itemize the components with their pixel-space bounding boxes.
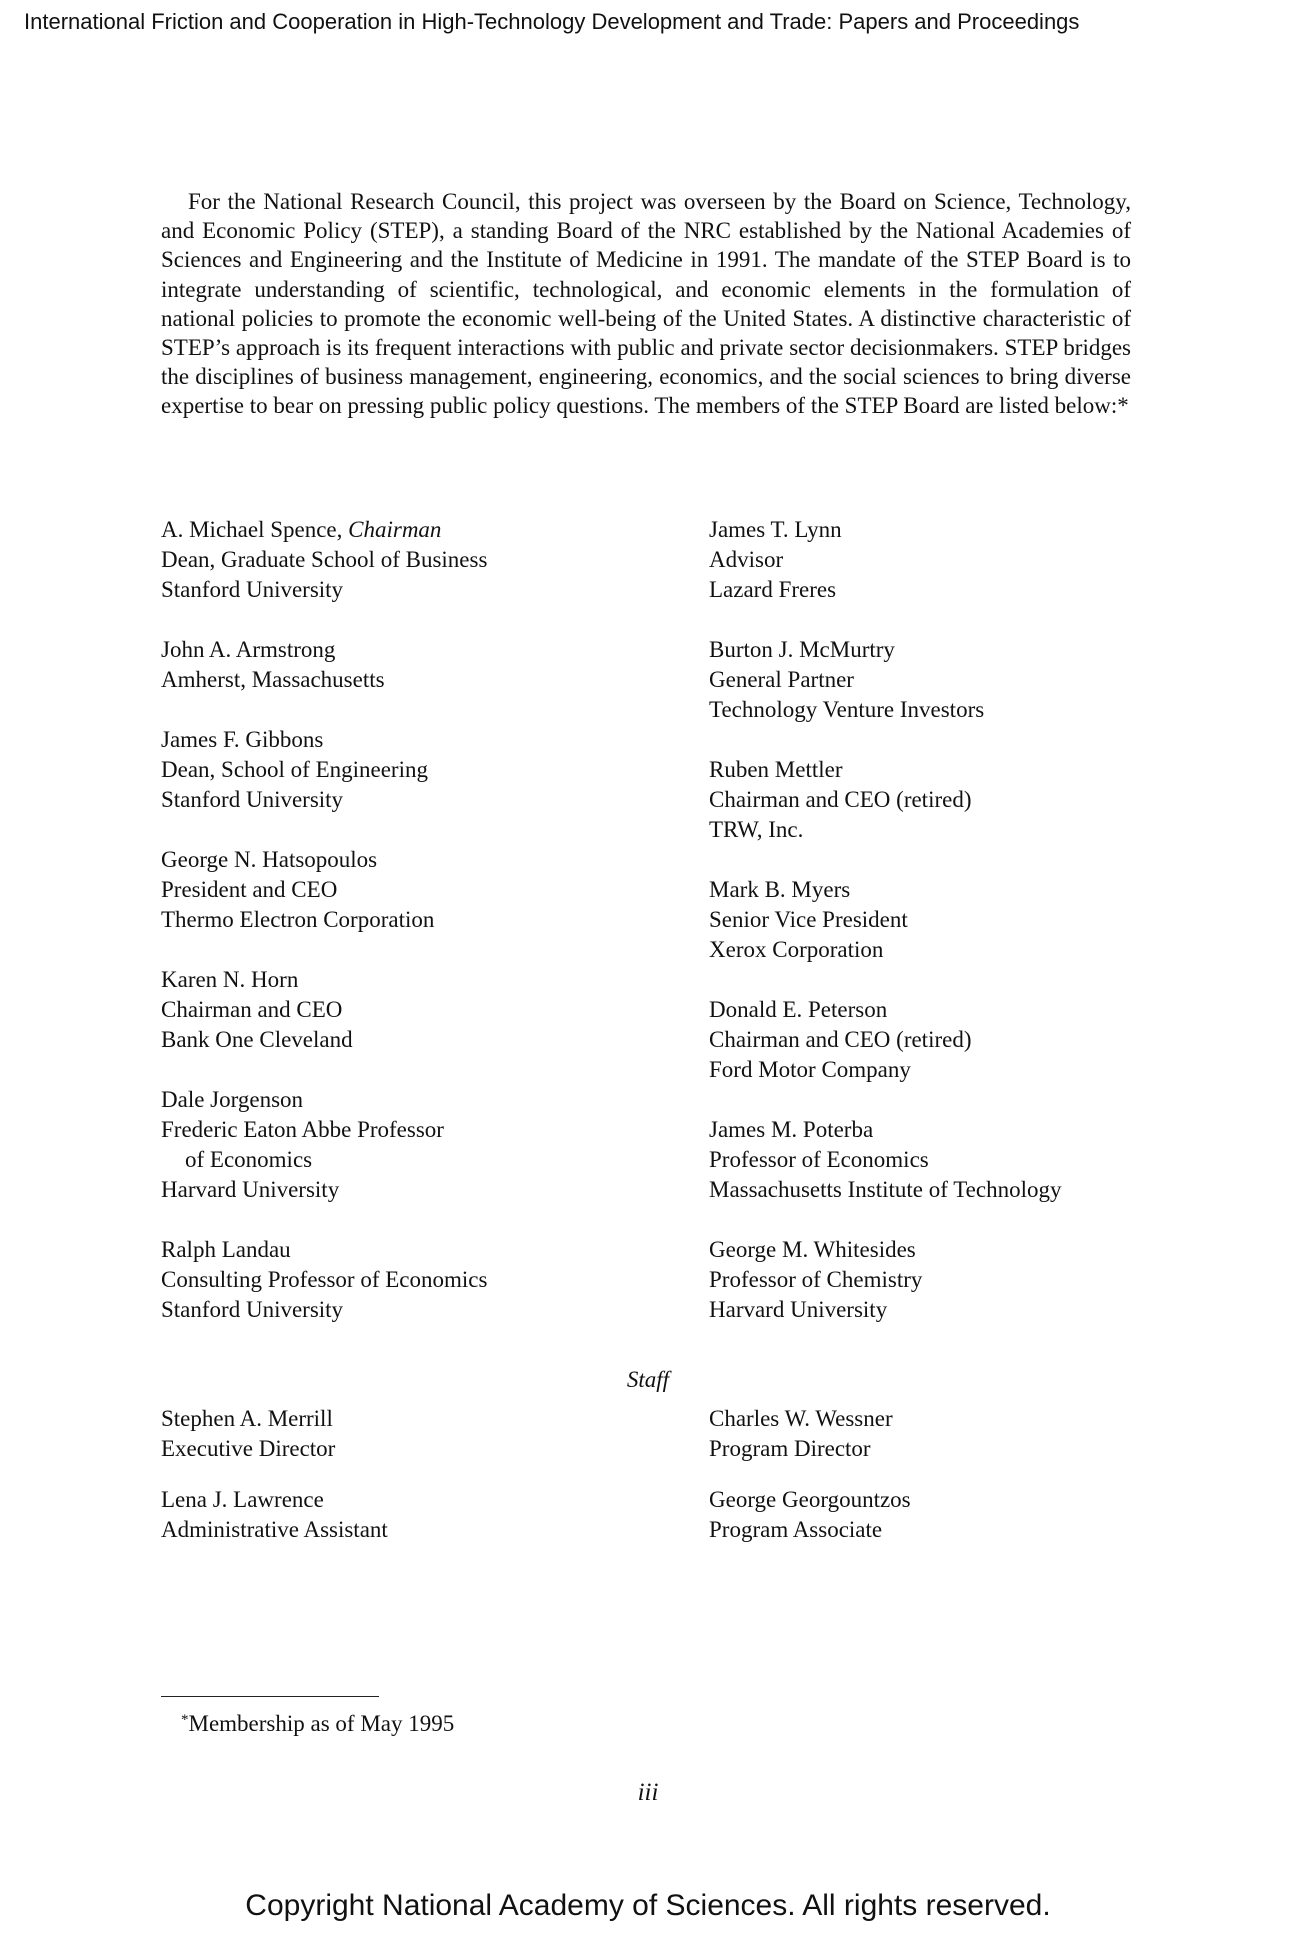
page-number: iii [637,1779,659,1806]
member-affiliation: Senior Vice President [709,907,908,932]
board-member [709,995,1062,1085]
member-affiliation: President and CEO [161,877,338,902]
member-name: George N. Hatsopoulos [161,847,378,872]
member-affiliation: Lazard Freres [709,577,837,602]
member-affiliation: Ford Motor Company [709,1057,911,1082]
member-affiliation: Advisor [709,547,784,572]
member-affiliation: Chairman and CEO (retired) [709,787,972,812]
member-affiliation: General Partner [709,667,854,692]
member-affiliation: TRW, Inc. [709,817,804,842]
board-member [161,1235,487,1325]
board-members-right-column [709,515,1062,1355]
member-affiliation: Massachusetts Institute of Technology [709,1177,1062,1202]
member-affiliation: Dean, School of Engineering [161,757,428,782]
board-member [161,635,487,695]
member-affiliation: Chairman and CEO (retired) [709,1027,972,1052]
member-name-line [161,515,487,545]
member-affiliation: Bank One Cleveland [161,1027,353,1052]
staff-member [709,1485,911,1545]
board-member [161,1085,487,1205]
footnote-marker: * [181,1712,189,1728]
staff-name: Stephen A. Merrill [161,1406,333,1431]
footnote-text: Membership as of May 1995 [188,1711,455,1736]
staff-title: Program Director [709,1436,871,1461]
member-affiliation: Chairman and CEO [161,997,343,1022]
staff-member [709,1404,911,1464]
member-name: George M. Whitesides [709,1237,916,1262]
staff-title: Program Associate [709,1517,883,1542]
member-name: Ralph Landau [161,1237,291,1262]
member-name: Mark B. Myers [709,877,851,902]
intro-paragraph: For the National Research Council, this project was overseen by the Board on Science, Technology, and Economic Policy (STEP), a standing Board of the NRC established by the National Academies of Sciences and Engineering and the Institute of Medicine in 1991. The mandate of the STEP Board is to integrate understanding of scientific, technological, and economic elements in the formulation of national policies to promote the economic well-being of the United States. A distinctive characteristic of STEP’s approach is its frequent interactions with public and private sector decisionmakers. STEP bridges the disciplines of business management, engineering, economics, and the social sciences to bring diverse expertise to bear on pressing public policy questions. The members of the STEP Board are listed below:* [161,189,1131,419]
member-name: James F. Gibbons [161,727,324,752]
member-affiliation: Stanford University [161,577,344,602]
staff-name: George Georgountzos [709,1487,911,1512]
member-affiliation: Stanford University [161,787,344,812]
board-member [161,965,487,1055]
member-name: Donald E. Peterson [709,997,888,1022]
member-affiliation: Consulting Professor of Economics [161,1267,488,1292]
board-member [161,845,487,935]
member-affiliation: Thermo Electron Corporation [161,907,435,932]
board-member [709,755,1062,845]
staff-left-column [161,1404,388,1566]
member-name: Karen N. Horn [161,967,299,992]
member-name: Ruben Mettler [709,757,843,782]
board-member [709,515,1062,605]
member-name: Burton J. McMurtry [709,637,895,662]
member-affiliation: Professor of Economics [709,1147,929,1172]
member-affiliation: Harvard University [161,1177,340,1202]
member-name: Dale Jorgenson [161,1087,304,1112]
member-affiliation: Stanford University [161,1297,344,1322]
staff-heading: Staff [626,1367,670,1392]
staff-right-column [709,1404,911,1566]
board-member [709,875,1062,965]
member-affiliation: Dean, Graduate School of Business [161,547,488,572]
staff-name: Charles W. Wessner [709,1406,893,1431]
board-member [161,725,487,815]
staff-member [161,1404,388,1464]
board-member [709,1115,1062,1205]
board-member [161,515,487,605]
running-header: International Friction and Cooperation in High-Technology Development and Trade: Papers and Proceedings [24,9,1080,34]
board-members-left-column [161,515,487,1355]
member-name: James M. Poterba [709,1117,874,1142]
staff-name: Lena J. Lawrence [161,1487,324,1512]
member-name: James T. Lynn [709,517,842,542]
member-name: John A. Armstrong [161,637,336,662]
board-member [709,1235,1062,1325]
member-affiliation: Frederic Eaton Abbe Professor [161,1117,444,1142]
member-affiliation: of Economics [185,1147,313,1172]
staff-title: Executive Director [161,1436,336,1461]
staff-title: Administrative Assistant [161,1517,388,1542]
copyright-footer: Copyright National Academy of Sciences. All rights reserved. [245,1889,1051,1922]
footnote-divider [161,1696,379,1697]
member-affiliation: Technology Venture Investors [709,697,985,722]
member-affiliation: Professor of Chemistry [709,1267,923,1292]
staff-member [161,1485,388,1545]
footnote [181,1709,454,1739]
board-member [709,635,1062,725]
member-affiliation: Amherst, Massachusetts [161,667,385,692]
member-name: A. Michael Spence, [161,517,349,542]
member-affiliation: Harvard University [709,1297,888,1322]
member-role: Chairman [348,517,442,542]
member-affiliation: Xerox Corporation [709,937,884,962]
